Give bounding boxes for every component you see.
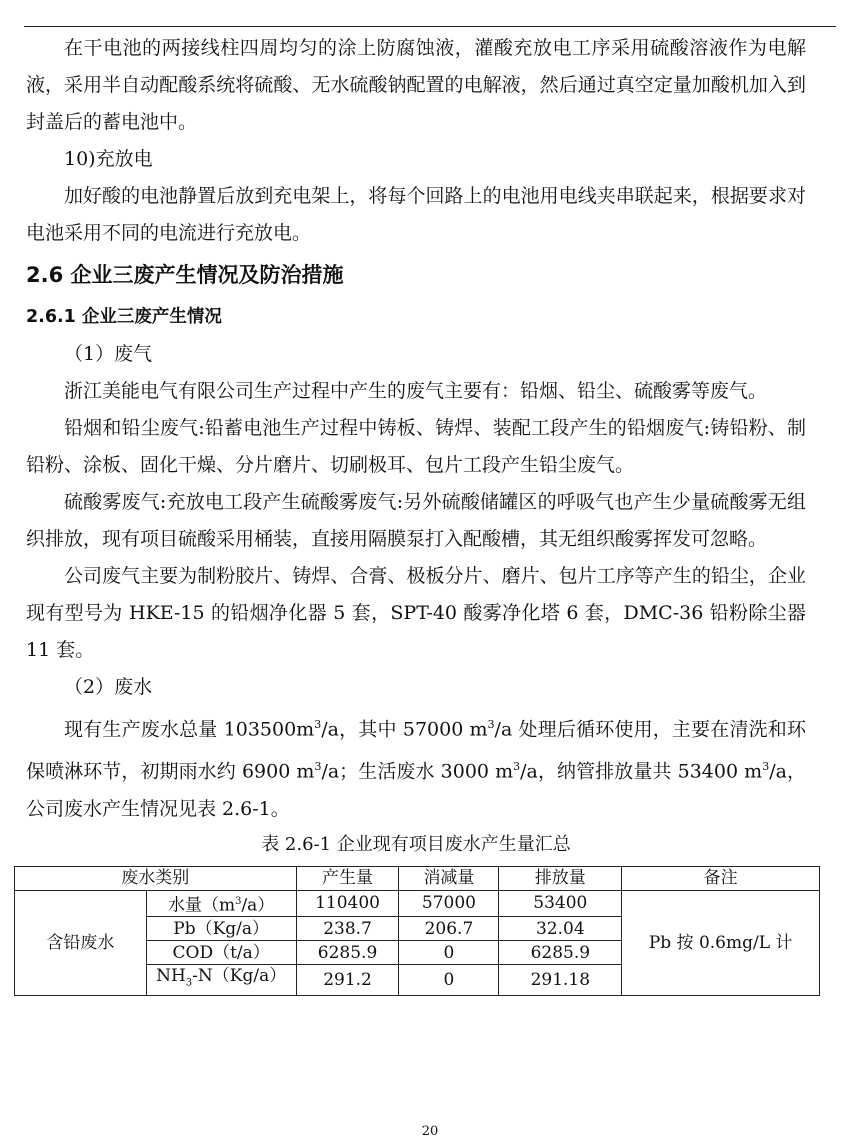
cell-produced: 6285.9	[296, 941, 399, 965]
water-title: （2）废水	[64, 676, 153, 698]
cell-discharged: 291.18	[499, 965, 622, 995]
row-item: 水量$(m^3/a)$	[146, 890, 296, 917]
header-produced: 产生量	[296, 866, 399, 890]
header-discharged: 排放量	[499, 866, 622, 890]
cell-reduced: 0	[399, 965, 499, 995]
paragraph-charging: 加好酸的电池静置后放到充电架上，将每个回路上的电池用电线夹串联起来，根据要求对电池采用不同的电流进行充放电。	[26, 185, 806, 244]
row-item: Pb（Kg/a）	[146, 917, 296, 941]
cell-reduced: 0	[399, 941, 499, 965]
header-rule	[24, 26, 836, 27]
table-caption: 表 2.6-1 企业现有项目废水产生量汇总	[261, 833, 571, 855]
subsection-heading: 2.6.1 企业三废产生情况	[26, 307, 222, 327]
header-remark: 备注	[622, 866, 820, 890]
group-label: 含铅废水	[15, 890, 147, 995]
cell-remark: Pb 按 0.6mg/L 计	[622, 890, 820, 995]
row-item: $NH_3-N(Kg/a)$	[146, 965, 296, 995]
cell-produced: 110400	[296, 890, 399, 917]
table-header-row	[15, 866, 820, 890]
table-row	[15, 890, 820, 917]
item-title-charging: 10)充放电	[64, 148, 153, 170]
cell-discharged: 32.04	[499, 917, 622, 941]
paragraph-wastewater: 现有生产废水总量 $103500m^3/a$，其中 57000 $m^3/a$ 处理后循环使用，主要在清洗和环保喷淋环节，初期雨水约 6900 $m^3/a$；生活废水 3000 $m^3/a$，纳管排放量共 53400 $m^3/a$，公司废水产生情况见表 2.6-1。	[26, 718, 806, 820]
cell-discharged: 53400	[499, 890, 622, 917]
header-reduced: 消减量	[399, 866, 499, 890]
paragraph-electrolyte: 在干电池的两接线柱四周均匀的涂上防腐蚀液，灌酸充放电工序采用硫酸溶液作为电解液，采用半自动配酸系统将硫酸、无水硫酸钠配置的电解液，然后通过真空定量加酸机加入到封盖后的蓄电池中。	[26, 37, 806, 133]
cell-produced: 238.7	[296, 917, 399, 941]
header-category: 废水类别	[15, 866, 297, 890]
cell-reduced: 206.7	[399, 917, 499, 941]
cell-discharged: 6285.9	[499, 941, 622, 965]
paragraph-acid-mist: 硫酸雾废气:充放电工段产生硫酸雾废气:另外硫酸储罐区的呼吸气也产生少量硫酸雾无组织排放，现有项目硫酸采用桶装，直接用隔膜泵打入配酸槽，其无组织酸雾挥发可忽略。	[26, 491, 806, 550]
gas-title: （1）废气	[64, 343, 153, 365]
section-heading: 2.6 企业三废产生情况及防治措施	[26, 263, 344, 287]
row-item: COD（t/a）	[146, 941, 296, 965]
paragraph-lead-fume: 铅烟和铅尘废气:铅蓄电池生产过程中铸板、铸焊、装配工段产生的铅烟废气:铸铅粉、制铅粉、涂板、固化干燥、分片磨片、切刷极耳、包片工段产生铅尘废气。	[26, 417, 806, 476]
cell-produced: 291.2	[296, 965, 399, 995]
cell-reduced: 57000	[399, 890, 499, 917]
paragraph-equipment: 公司废气主要为制粉胶片、铸焊、合膏、极板分片、磨片、包片工序等产生的铅尘，企业现有型号为 HKE-15 的铅烟净化器 5 套，SPT-40 酸雾净化塔 6 套，DMC-36 铅粉除尘器 11 套。	[26, 565, 806, 661]
wastewater-table	[14, 866, 820, 996]
paragraph-gas-overview: 浙江美能电气有限公司生产过程中产生的废气主要有：铅烟、铅尘、硫酸雾等废气。	[64, 380, 768, 402]
page-content	[26, 30, 806, 996]
page-number: 20	[421, 1124, 439, 1139]
